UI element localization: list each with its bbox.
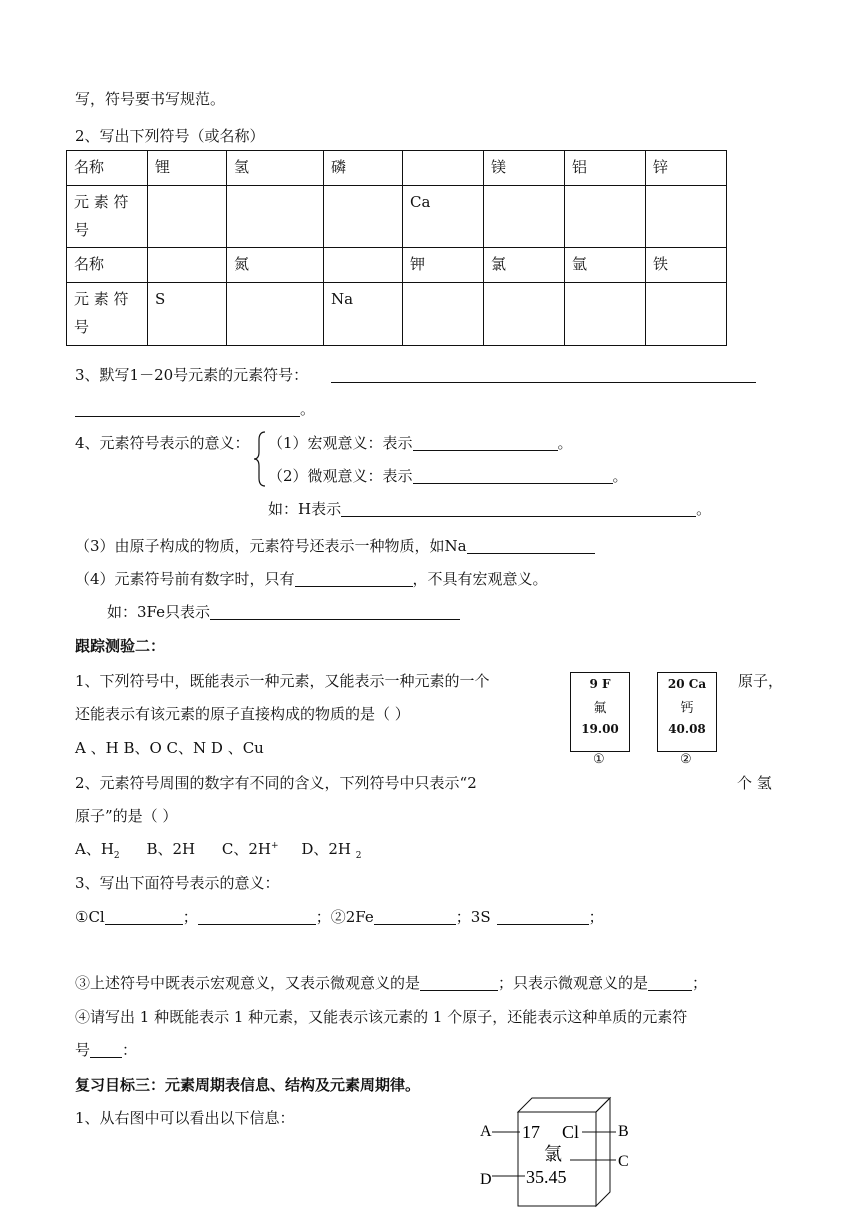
- table-cell: 名称: [67, 248, 148, 283]
- card-mark: ②: [680, 752, 692, 767]
- answer-blank[interactable]: [295, 570, 413, 587]
- q4-example: 如：H表示: [268, 500, 342, 518]
- answer-blank[interactable]: [467, 537, 595, 554]
- table-cell: [403, 151, 484, 186]
- label-b: B: [618, 1123, 629, 1140]
- answer-blank[interactable]: [331, 366, 756, 383]
- table-cell: Na: [324, 283, 403, 346]
- test2-q3-title: 3、写出下面符号表示的意义：: [75, 874, 280, 892]
- q4-example-line: [268, 498, 711, 519]
- table-cell: [227, 283, 324, 346]
- test2-q1-options: A 、H B、O C、N D 、Cu: [75, 739, 264, 757]
- q4-label: 4、元素符号表示的意义：: [75, 434, 250, 452]
- q3-line-2: [75, 398, 315, 419]
- table-cell: 锌: [646, 151, 727, 186]
- table-row: [67, 185, 727, 248]
- table-cell: [646, 185, 727, 248]
- label-c: C: [618, 1153, 629, 1170]
- q4-p4-line: [75, 568, 548, 589]
- element-symbol: Cl: [562, 1122, 580, 1142]
- answer-blank[interactable]: [105, 908, 183, 925]
- superscript: +: [270, 841, 279, 851]
- q3-3s: 3S: [470, 908, 491, 926]
- test2-q2-line1-end: 个 氢: [737, 774, 772, 792]
- table-cell: 铝: [565, 151, 646, 186]
- q4-p3-line: [75, 535, 595, 556]
- card-number: 9 F: [589, 677, 611, 691]
- option-b: B、2H: [146, 840, 196, 858]
- table-cell: [324, 248, 403, 283]
- semicolon: ；: [315, 908, 331, 926]
- answer-blank[interactable]: [90, 1041, 122, 1058]
- table-cell: 氩: [565, 248, 646, 283]
- table-cell: 元 素 符 号: [67, 185, 148, 248]
- q3-text: 3、默写1－20号元素的元素符号：: [75, 366, 309, 384]
- table-cell: 元 素 符 号: [67, 283, 148, 346]
- table-cell: 钾: [403, 248, 484, 283]
- table-cell: [324, 185, 403, 248]
- test2-q2-line1: 2、元素符号周围的数字有不同的含义，下列符号中只表示“2: [75, 774, 477, 792]
- q4-macro: （1）宏观意义：表示: [268, 434, 413, 452]
- q3-cl: ①Cl: [75, 908, 105, 926]
- element-card-fluorine: [570, 672, 630, 752]
- table-row: [67, 151, 727, 186]
- symbol-table: [66, 150, 727, 346]
- q4-micro: （2）微观意义：表示: [268, 467, 413, 485]
- goal3-q1: 1、从右图中可以看出以下信息：: [75, 1109, 295, 1127]
- test2-q3-line4: ④请写出 1 种既能表示 1 种元素，又能表示该元素的 1 个原子，还能表示这种单质的元素符: [75, 1008, 688, 1026]
- card-mass: 19.00: [581, 722, 619, 736]
- period: 。: [696, 500, 712, 518]
- table-cell: [565, 185, 646, 248]
- period: 。: [612, 467, 628, 485]
- option-c: C、2H: [221, 840, 271, 858]
- table-cell: 名称: [67, 151, 148, 186]
- q3-2fe: ②2Fe: [330, 908, 374, 926]
- q3-l5: 号: [75, 1041, 91, 1059]
- q3-end: 。: [300, 400, 316, 418]
- test2-q3-line3: [75, 972, 707, 993]
- table-cell: [148, 185, 227, 248]
- test2-q2-options: [75, 838, 361, 861]
- q3-l5-end: ：: [122, 1041, 138, 1059]
- table-cell: [484, 185, 565, 248]
- test2-q2-line2: 原子”的是（ ）: [75, 807, 178, 825]
- semicolon: ；: [182, 908, 198, 926]
- table-cell: [565, 283, 646, 346]
- table-cell: Ca: [403, 185, 484, 248]
- intro-tail: 写，符号要书写规范。: [75, 90, 226, 108]
- element-card-calcium: [657, 672, 717, 752]
- q4-p4ex-line: [107, 601, 460, 622]
- table-cell: [403, 283, 484, 346]
- q4-p4a: （4）元素符号前有数字时，只有: [75, 570, 295, 588]
- test2-q1-line1: 1、下列符号中，既能表示一种元素，又能表示一种元素的一个: [75, 672, 490, 690]
- card-number: 20 Ca: [667, 677, 707, 691]
- semicolon: ；: [455, 908, 471, 926]
- test2-q1-line2: 还能表示有该元素的原子直接构成的物质的是（ ）: [75, 705, 410, 723]
- table-cell: 锂: [148, 151, 227, 186]
- q4-p4b: ，不具有宏观意义。: [412, 570, 548, 588]
- table-cell: 氮: [227, 248, 324, 283]
- answer-blank[interactable]: [374, 908, 456, 925]
- card-name: 氟: [593, 701, 607, 716]
- card-mark: ①: [593, 752, 605, 767]
- q3-l3b: ；只表示微观意义的是: [498, 974, 649, 992]
- test2-q3-line5: [75, 1039, 137, 1060]
- card-name: 钙: [680, 701, 694, 716]
- answer-blank[interactable]: [648, 974, 692, 991]
- table-cell: 镁: [484, 151, 565, 186]
- q3-l3a: ③上述符号中既表示宏观意义，又表示微观意义的是: [75, 974, 421, 992]
- answer-blank[interactable]: [413, 434, 558, 451]
- answer-blank[interactable]: [341, 500, 696, 517]
- q4-p4ex: 如：3Fe只表示: [107, 603, 211, 621]
- answer-blank[interactable]: [198, 908, 316, 925]
- test2-q3-line1: [75, 906, 604, 927]
- subscript: 2: [355, 851, 362, 861]
- answer-blank[interactable]: [75, 400, 300, 417]
- option-a: A、H: [75, 840, 114, 858]
- table-cell: [148, 248, 227, 283]
- table-row: [67, 248, 727, 283]
- answer-blank[interactable]: [413, 467, 613, 484]
- table-cell: [646, 283, 727, 346]
- subscript: 2: [113, 851, 120, 861]
- test2-q1-line1-end: 原子，: [738, 672, 784, 690]
- q4-p3: （3）由原子构成的物质，元素符号还表示一种物质，如Na: [75, 537, 467, 555]
- answer-blank[interactable]: [210, 603, 460, 620]
- table-cell: 磷: [324, 151, 403, 186]
- periodic-cell-diagram: [470, 1090, 630, 1210]
- semicolon: ；: [692, 974, 708, 992]
- curly-brace-icon: [253, 430, 267, 488]
- atomic-number: 17: [522, 1122, 540, 1142]
- q4-macro-line: [268, 432, 573, 453]
- label-a: A: [480, 1123, 492, 1140]
- period: 。: [557, 434, 573, 452]
- semicolon: ；: [588, 908, 604, 926]
- answer-blank[interactable]: [497, 908, 589, 925]
- label-d: D: [480, 1171, 492, 1188]
- option-d: D、2H: [301, 840, 351, 858]
- q2-title: 2、写出下列符号（或名称）: [75, 127, 265, 145]
- table-cell: [484, 283, 565, 346]
- table-cell: 氯: [484, 248, 565, 283]
- table-cell: [227, 185, 324, 248]
- q3-line: [75, 364, 756, 385]
- goal3-heading: 复习目标三：元素周期表信息、结构及元素周期律。: [75, 1076, 421, 1094]
- test2-heading: 跟踪测验二：: [75, 637, 166, 655]
- table-row: [67, 283, 727, 346]
- q4-micro-line: [268, 465, 628, 486]
- table-cell: 氢: [227, 151, 324, 186]
- table-cell: S: [148, 283, 227, 346]
- element-name: 氯: [544, 1144, 562, 1165]
- atomic-mass: 35.45: [526, 1167, 567, 1187]
- table-cell: 铁: [646, 248, 727, 283]
- card-mass: 40.08: [668, 722, 706, 736]
- answer-blank[interactable]: [420, 974, 498, 991]
